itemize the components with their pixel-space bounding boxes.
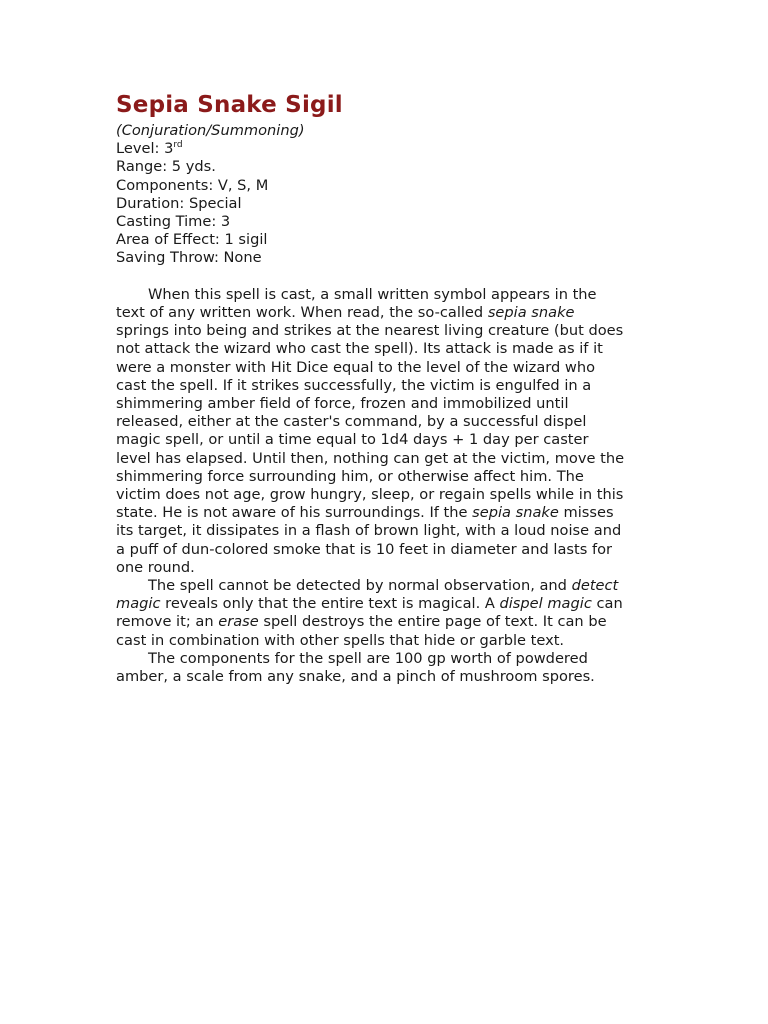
text-run: misses its target, it dissipates in a flash of brown light, with a loud noise and a puff of dun-colored smoke that is 10 feet in diameter and lasts for one round. xyxy=(116,504,622,576)
italic-term: detect magic xyxy=(116,577,619,613)
italic-term: sepia snake xyxy=(472,504,559,522)
italic-term: erase xyxy=(218,613,259,631)
description-paragraph-3 xyxy=(116,650,626,686)
spell-saving-throw: Saving Throw: None xyxy=(116,249,262,267)
italic-term: dispel magic xyxy=(499,595,592,613)
text-run: springs into being and strikes at the nearest living creature (but does not attack the wizard who cast the spell). Its attack is made as if it were a monster with Hit Dice equal to the level of the wizard who cast the spell. If it strikes successfully, the victim is engulfed in a shimmering amber field of force, frozen and immobilized until released, either at the caster's command, by a successful dispel magic spell, or until a time equal to 1d4 days + 1 day per caster level has elapsed. Until then, nothing can get at the victim, move the shimmering force surrounding him, or otherwise affect him. The victim does not age, grow hungry, sleep, or regain spells while in this state. He is not aware of his surroundings. If the xyxy=(116,322,625,522)
spell-level-suffix: rd xyxy=(173,140,183,151)
text-run: The spell cannot be detected by normal observation, and xyxy=(148,577,572,595)
spell-level xyxy=(116,140,626,158)
text-run: The components for the spell are 100 gp worth of powdered amber, a scale from any snake, and a pinch of mushroom spores. xyxy=(116,649,595,686)
description-paragraph-2 xyxy=(116,577,626,650)
paragraph-spacer xyxy=(116,268,626,286)
spell-school: (Conjuration/Summoning) xyxy=(116,122,305,139)
description-paragraph-1 xyxy=(116,286,626,577)
spell-area-of-effect: Area of Effect: 1 sigil xyxy=(116,231,268,249)
text-run: reveals only that the entire text is magical. A xyxy=(160,595,500,613)
spell-duration: Duration: Special xyxy=(116,194,242,212)
document-page xyxy=(116,90,626,686)
text-run: spell destroys the entire page of text. It can be cast in combination with other spells that hide or garble text. xyxy=(116,613,607,649)
spell-components: Components: V, S, M xyxy=(116,176,269,194)
spell-range: Range: 5 yds. xyxy=(116,158,216,176)
spell-casting-time: Casting Time: 3 xyxy=(116,213,231,231)
spell-level-label: Level: 3 xyxy=(116,140,174,158)
spell-title: Sepia Snake Sigil xyxy=(116,92,343,118)
text-run: When this spell is cast, a small written symbol appears in the text of any written work. When read, the so-called xyxy=(116,285,597,322)
text-run: can remove it; an xyxy=(116,595,623,631)
italic-term: sepia snake xyxy=(487,304,575,322)
